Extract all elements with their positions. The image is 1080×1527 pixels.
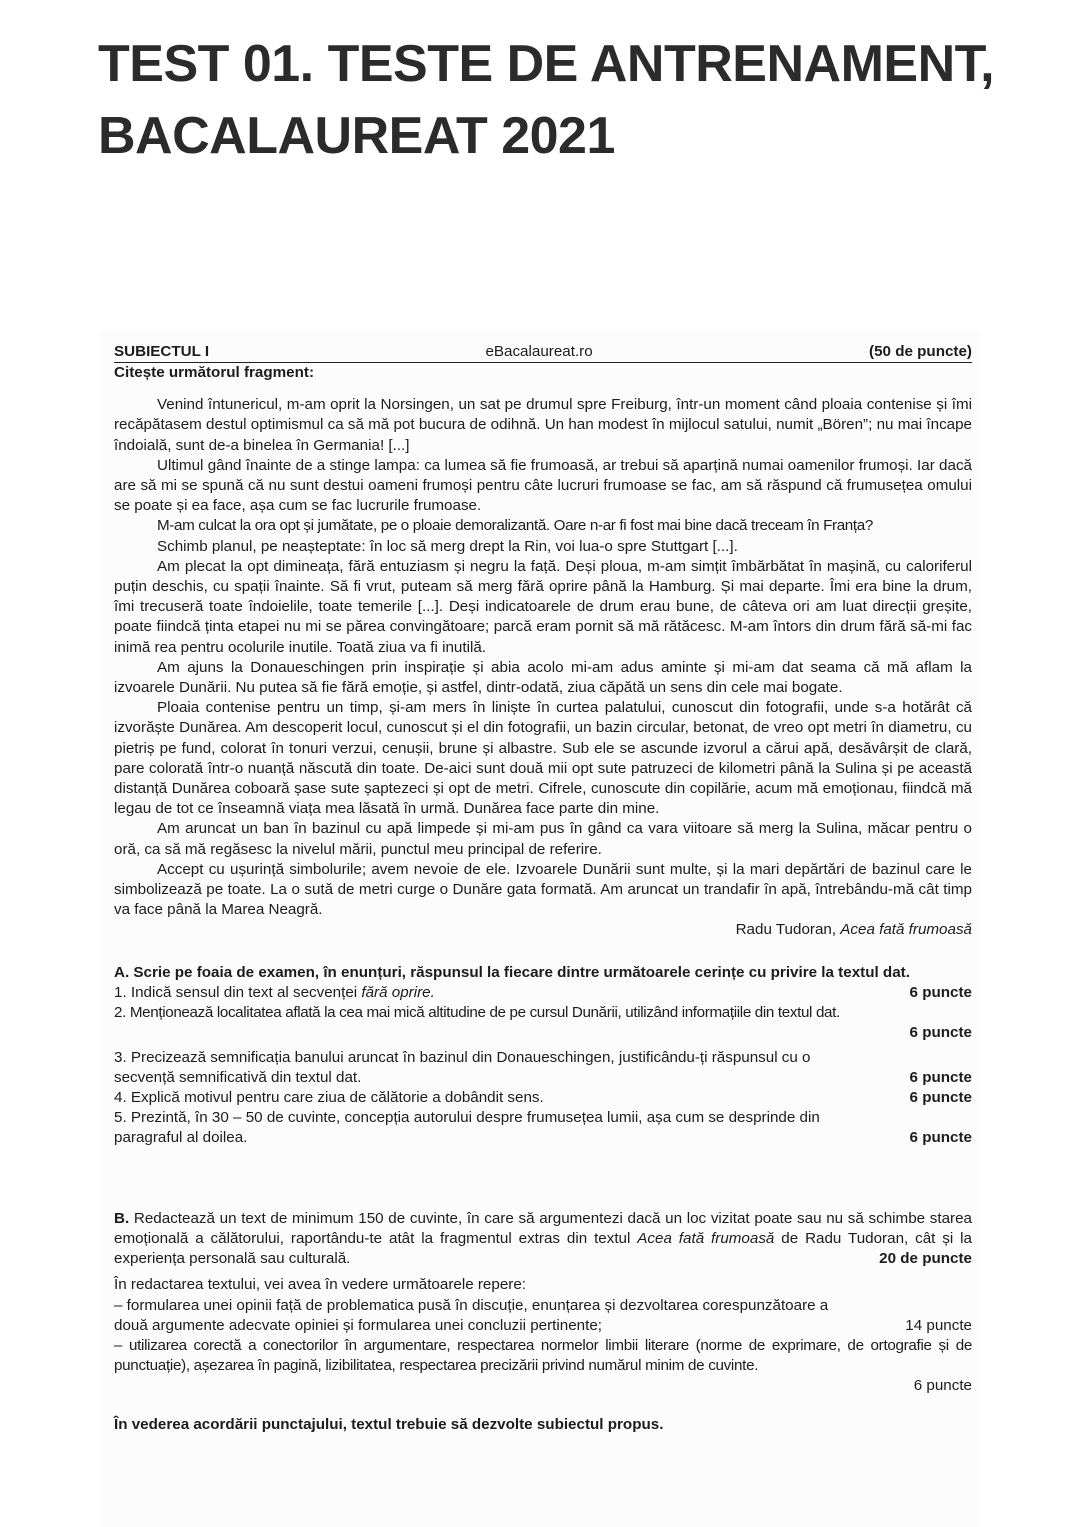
- guideline-2: – utilizarea corectă a conectorilor în argumentare, respectarea normelor limbii literare (norme de exprimare, de ortografie și de punctuație), așezarea în pagină, lizibilitatea, respectarea precizării privind numărul minim de cuvinte.: [114, 1336, 972, 1375]
- source-author: Radu Tudoran,: [735, 921, 841, 939]
- requirement-text: [114, 983, 435, 1003]
- requirement-2: [114, 1003, 972, 1043]
- text-fragment: [114, 395, 972, 940]
- requirement-points: 6 puncte: [909, 1068, 972, 1086]
- requirement-3: [114, 1048, 972, 1088]
- subject-label: SUBIECTUL I: [114, 343, 210, 360]
- page-title: TEST 01. TESTE DE ANTRENAMENT, BACALAUREAT 2021: [98, 35, 995, 165]
- requirement-1: [114, 983, 972, 1003]
- subject-points: (50 de puncte): [869, 343, 972, 360]
- exam-sheet: [100, 334, 980, 1527]
- fragment-source: [114, 920, 972, 940]
- site-label: eBacalaureat.ro: [485, 343, 593, 360]
- requirement-5: [114, 1108, 972, 1148]
- fragment-paragraph: Venind întunericul, m-am oprit la Norsingen, un sat pe drumul spre Freiburg, într-un moment când ploaia contenise și îmi recăpătasem destul optimismul ca să mă pot bucura de odihnă. Un han modest în mijlocul satului, numit „Bören”; nu mai încape îndoială, sunt de-a binelea în Germania! [...]: [114, 396, 972, 454]
- guideline-1: [114, 1316, 972, 1336]
- fragment-paragraph: M-am culcat la ora opt și jumătate, pe o ploaie demoralizantă. Oare n-ar fi fost mai bine dacă treceam în Franța?: [157, 517, 873, 535]
- section-b-label: B.: [114, 1209, 130, 1227]
- section-b-text: Redactează un text de minimum 150 de cuvinte, în care să argumentezi dacă un loc vizitat poate sau nu să schimbe starea emoțională a călătorului, raportându-te atât la fragmentul extras din textul: [114, 1209, 972, 1247]
- requirement-text: 4. Explică motivul pentru care ziua de călătorie a dobândit sens.: [114, 1088, 544, 1106]
- fragment-paragraph: Accept cu ușurință simbolurile; avem nevoie de ele. Izvoarele Dunării sunt multe, și la mari depărtări de bazinul care le simbolizează pe toate. La o sută de metri curge o Dunăre gata formată. Am aruncat un trandafir în apă, întrebându-mă cât timp va face până la Marea Neagră.: [114, 860, 972, 919]
- section-b-points: 20 de puncte: [879, 1250, 972, 1268]
- requirement-points: 6 puncte: [909, 983, 972, 1001]
- requirement-4: [114, 1088, 972, 1108]
- requirement-text-line1: 3. Precizează semnificația banului aruncat în bazinul din Donaueschingen, justificându-ți răspunsul cu o: [114, 1048, 811, 1066]
- section-b-text-end: de Radu Tudoran, cât și la experiența personală sau culturală.: [114, 1229, 972, 1267]
- section-a-heading: A. Scrie pe foaia de examen, în enunțuri, răspunsul la fiecare dintre următoarele cerințe cu privire la textul dat.: [114, 963, 910, 981]
- requirement-points: 6 puncte: [909, 1024, 972, 1042]
- fragment-paragraph: Am plecat la opt dimineața, fără entuziasm și negru la față. Deși ploua, m-am simțit îmbărbătat în mașină, cu caloriferul puțin deschis, cu spații înainte. Să fi vrut, puteam să merg fără oprire până la Hamburg. Și mai departe. Îmi era bine la drum, îmi trecuseră toate îndoielile, toate temerile [...]. Deși indicatoarele de drum erau bune, de câteva ori am luat direcții greșite, poate fiindcă ținta etapei nu mi se părea convingătoare; parcă eram pornit să mă rătăcesc. M-am întors din drum fără să-mi fac inimă rea pentru ocolurile inutile. Toată ziua va fi inutilă.: [114, 557, 972, 656]
- final-note: În vederea acordării punctajului, textul trebuie să dezvolte subiectul propus.: [114, 1415, 664, 1433]
- guideline-1-line1: – formularea unei opinii față de problematica pusă în discuție, enunțarea și dezvoltarea corespunzătoare a: [114, 1296, 829, 1314]
- source-work-title: Acea fată frumoasă: [840, 921, 972, 939]
- exam-header: [114, 342, 972, 363]
- requirement-text-line2: paragraful al doilea.: [114, 1129, 248, 1147]
- section-b: [114, 1209, 972, 1435]
- fragment-paragraph: Am aruncat un ban în bazinul cu apă limpede și mi-am pus în gând ca vara viitoare să merg la Sulina, măcar pentru o oră, ca să mă regăsesc la nivelul mării, punctul meu principal de referire.: [114, 820, 972, 858]
- reading-instruction: Citește următorul fragment:: [114, 364, 314, 381]
- fragment-paragraph: Schimb planul, pe neașteptate: în loc să merg drept la Rin, voi lua-o spre Stuttgart [...].: [157, 537, 738, 555]
- section-a: [114, 963, 972, 1149]
- fragment-paragraph: Am ajuns la Donaueschingen prin inspirație și abia acolo mi-am adus aminte și mi-am dat seama că mă aflam la izvoarele Dunării. Nu putea să fie fără emoție, și astfel, dintr-odată, ziua căpătă un sens din cele mai bogate.: [114, 658, 972, 697]
- guideline-2-points: 6 puncte: [913, 1377, 972, 1395]
- section-b-work-title: Acea fată frumoasă: [637, 1229, 775, 1247]
- requirement-text-line2: secvență semnificativă din textul dat.: [114, 1068, 362, 1086]
- guideline-1-points: 14 puncte: [905, 1316, 972, 1334]
- requirement-points: 6 puncte: [909, 1088, 972, 1106]
- requirement-quote: fără oprire.: [361, 983, 435, 1001]
- requirement-text-line1: 5. Prezintă, în 30 – 50 de cuvinte, concepția autorului despre frumusețea lumii, așa cum se desprinde din: [114, 1109, 820, 1127]
- requirement-points: 6 puncte: [909, 1129, 972, 1147]
- guidelines-intro: În redactarea textului, vei avea în vedere următoarele repere:: [114, 1276, 526, 1294]
- guideline-1-line2: două argumente adecvate opiniei și formularea unei concluzii pertinente;: [114, 1316, 602, 1334]
- fragment-paragraph: Ploaia contenise pentru un timp, și-am mers în liniște în curtea palatului, cunoscut din fotografii, unde s-a hotărât că izvorăște Dunărea. Am descoperit locul, cunoscut și el din fotografii, un bazin circular, betonat, de vreo opt metri în diametru, cu pietriș pe fund, colorat în tonuri verzui, cenușii, brune și albastre. Sub ele se ascunde izvorul a cărui apă, desăvârșit de clară, pare colorată într-o nuanță născută din toate. De-aici sunt două mii opt sute patruzeci de kilometri până la Sulina și pe această distanță Dunărea coboară șase sute șaptezeci și opt de metri. Cifrele, cunoscute din copilărie, acum mă emoționau, fiindcă mă legau de tot ce înseamnă viața mea lăsată în urmă. Dunărea face parte din mine.: [114, 699, 972, 818]
- requirement-prefix: 1. Indică sensul din text al secvenței: [114, 983, 362, 1001]
- exam-content: [114, 342, 972, 1435]
- fragment-paragraph: Ultimul gând înainte de a stinge lampa: ca lumea să fie frumoasă, ar trebui să aparțină numai oamenilor frumoși. Iar dacă are să mi se spună că nu sunt destui oameni frumoși pentru câte lucruri frumoase se fac, am să răspund că frumusețea omului se poate și ea face, așa cum se fac lucrurile frumoase.: [114, 456, 972, 515]
- requirement-text: 2. Menționează localitatea aflată la cea mai mică altitudine de pe cursul Dunării, utilizând informațiile din textul dat.: [114, 1004, 840, 1022]
